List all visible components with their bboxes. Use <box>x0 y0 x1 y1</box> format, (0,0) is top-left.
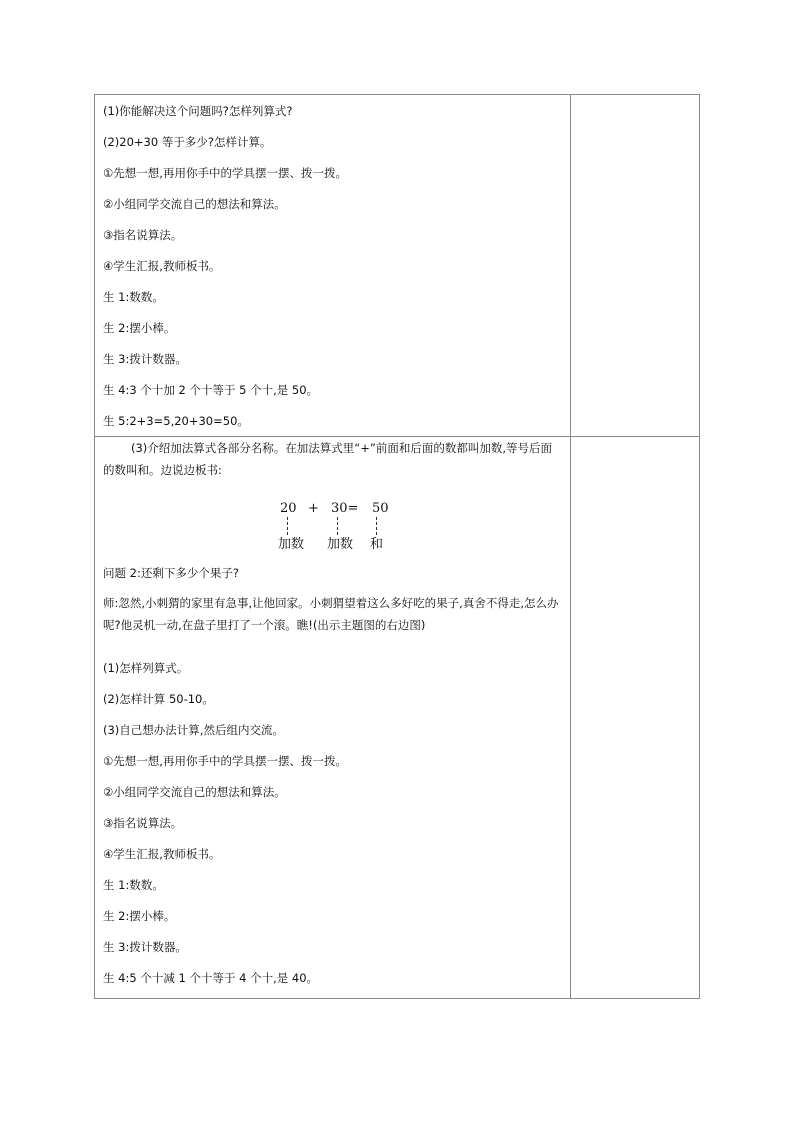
text-line: (3)自己想办法计算,然后组内交流。 <box>103 723 284 737</box>
text-line: (1)你能解决这个问题吗?怎样列算式? <box>103 104 293 118</box>
text-line: (2)怎样计算 50-10。 <box>103 692 214 706</box>
equation-addend-1: 20 <box>280 501 297 516</box>
text-line: 生 5:2+3=5,20+30=50。 <box>103 414 249 428</box>
story-paragraph: 师:忽然,小刺猬的家里有急事,让他回家。小刺猬望着这么多好吃的果子,真舍不得走,怎么办呢?他灵机一动,在盘子里打了一个滚。瞧!(出示主题图的右边图) <box>103 596 559 632</box>
text-line: 生 1:数数。 <box>103 878 164 892</box>
table-cell-content-2 <box>94 436 571 999</box>
equation-addend-2: 30= <box>331 501 359 516</box>
label-addend-1: 加数 <box>278 537 305 552</box>
intro-paragraph: (3)介绍加法算式各部分名称。在加法算式里“+”前面和后面的数都叫加数,等号后面的数叫和。边说边板书: <box>103 441 552 477</box>
label-addend-2: 加数 <box>327 537 354 552</box>
text-line: 生 2:摆小棒。 <box>103 321 176 335</box>
text-line: ③指名说算法。 <box>103 228 183 242</box>
table-cell-notes-2 <box>570 436 700 999</box>
text-line: (1)怎样列算式。 <box>103 661 189 675</box>
text-line: 生 1:数数。 <box>103 290 164 304</box>
text-line: ④学生汇报,教师板书。 <box>103 847 221 861</box>
text-line: ②小组同学交流自己的想法和算法。 <box>103 197 286 211</box>
text-line: 生 2:摆小棒。 <box>103 909 176 923</box>
table-cell-content-1 <box>94 94 571 437</box>
text-line: ①先想一想,再用你手中的学具摆一摆、拨一拨。 <box>103 166 347 180</box>
question-line: 问题 2:还剩下多少个果子? <box>103 566 239 580</box>
equation-plus: + <box>308 501 319 516</box>
text-line: ②小组同学交流自己的想法和算法。 <box>103 785 286 799</box>
text-line: 生 3:拨计数器。 <box>103 352 187 366</box>
text-line: 生 4:3 个十加 2 个十等于 5 个十,是 50。 <box>103 383 319 397</box>
lesson-table <box>94 94 700 999</box>
equation-sum: 50 <box>372 501 389 516</box>
text-line: 生 4:5 个十减 1 个十等于 4 个十,是 40。 <box>103 971 319 985</box>
text-line: ④学生汇报,教师板书。 <box>103 259 221 273</box>
text-line: ③指名说算法。 <box>103 816 183 830</box>
table-cell-notes-1 <box>570 94 700 437</box>
label-sum: 和 <box>370 537 384 552</box>
text-line: (2)20+30 等于多少?怎样计算。 <box>103 135 272 149</box>
text-line: 生 3:拨计数器。 <box>103 940 187 954</box>
text-line: ①先想一想,再用你手中的学具摆一摆、拨一拨。 <box>103 754 347 768</box>
